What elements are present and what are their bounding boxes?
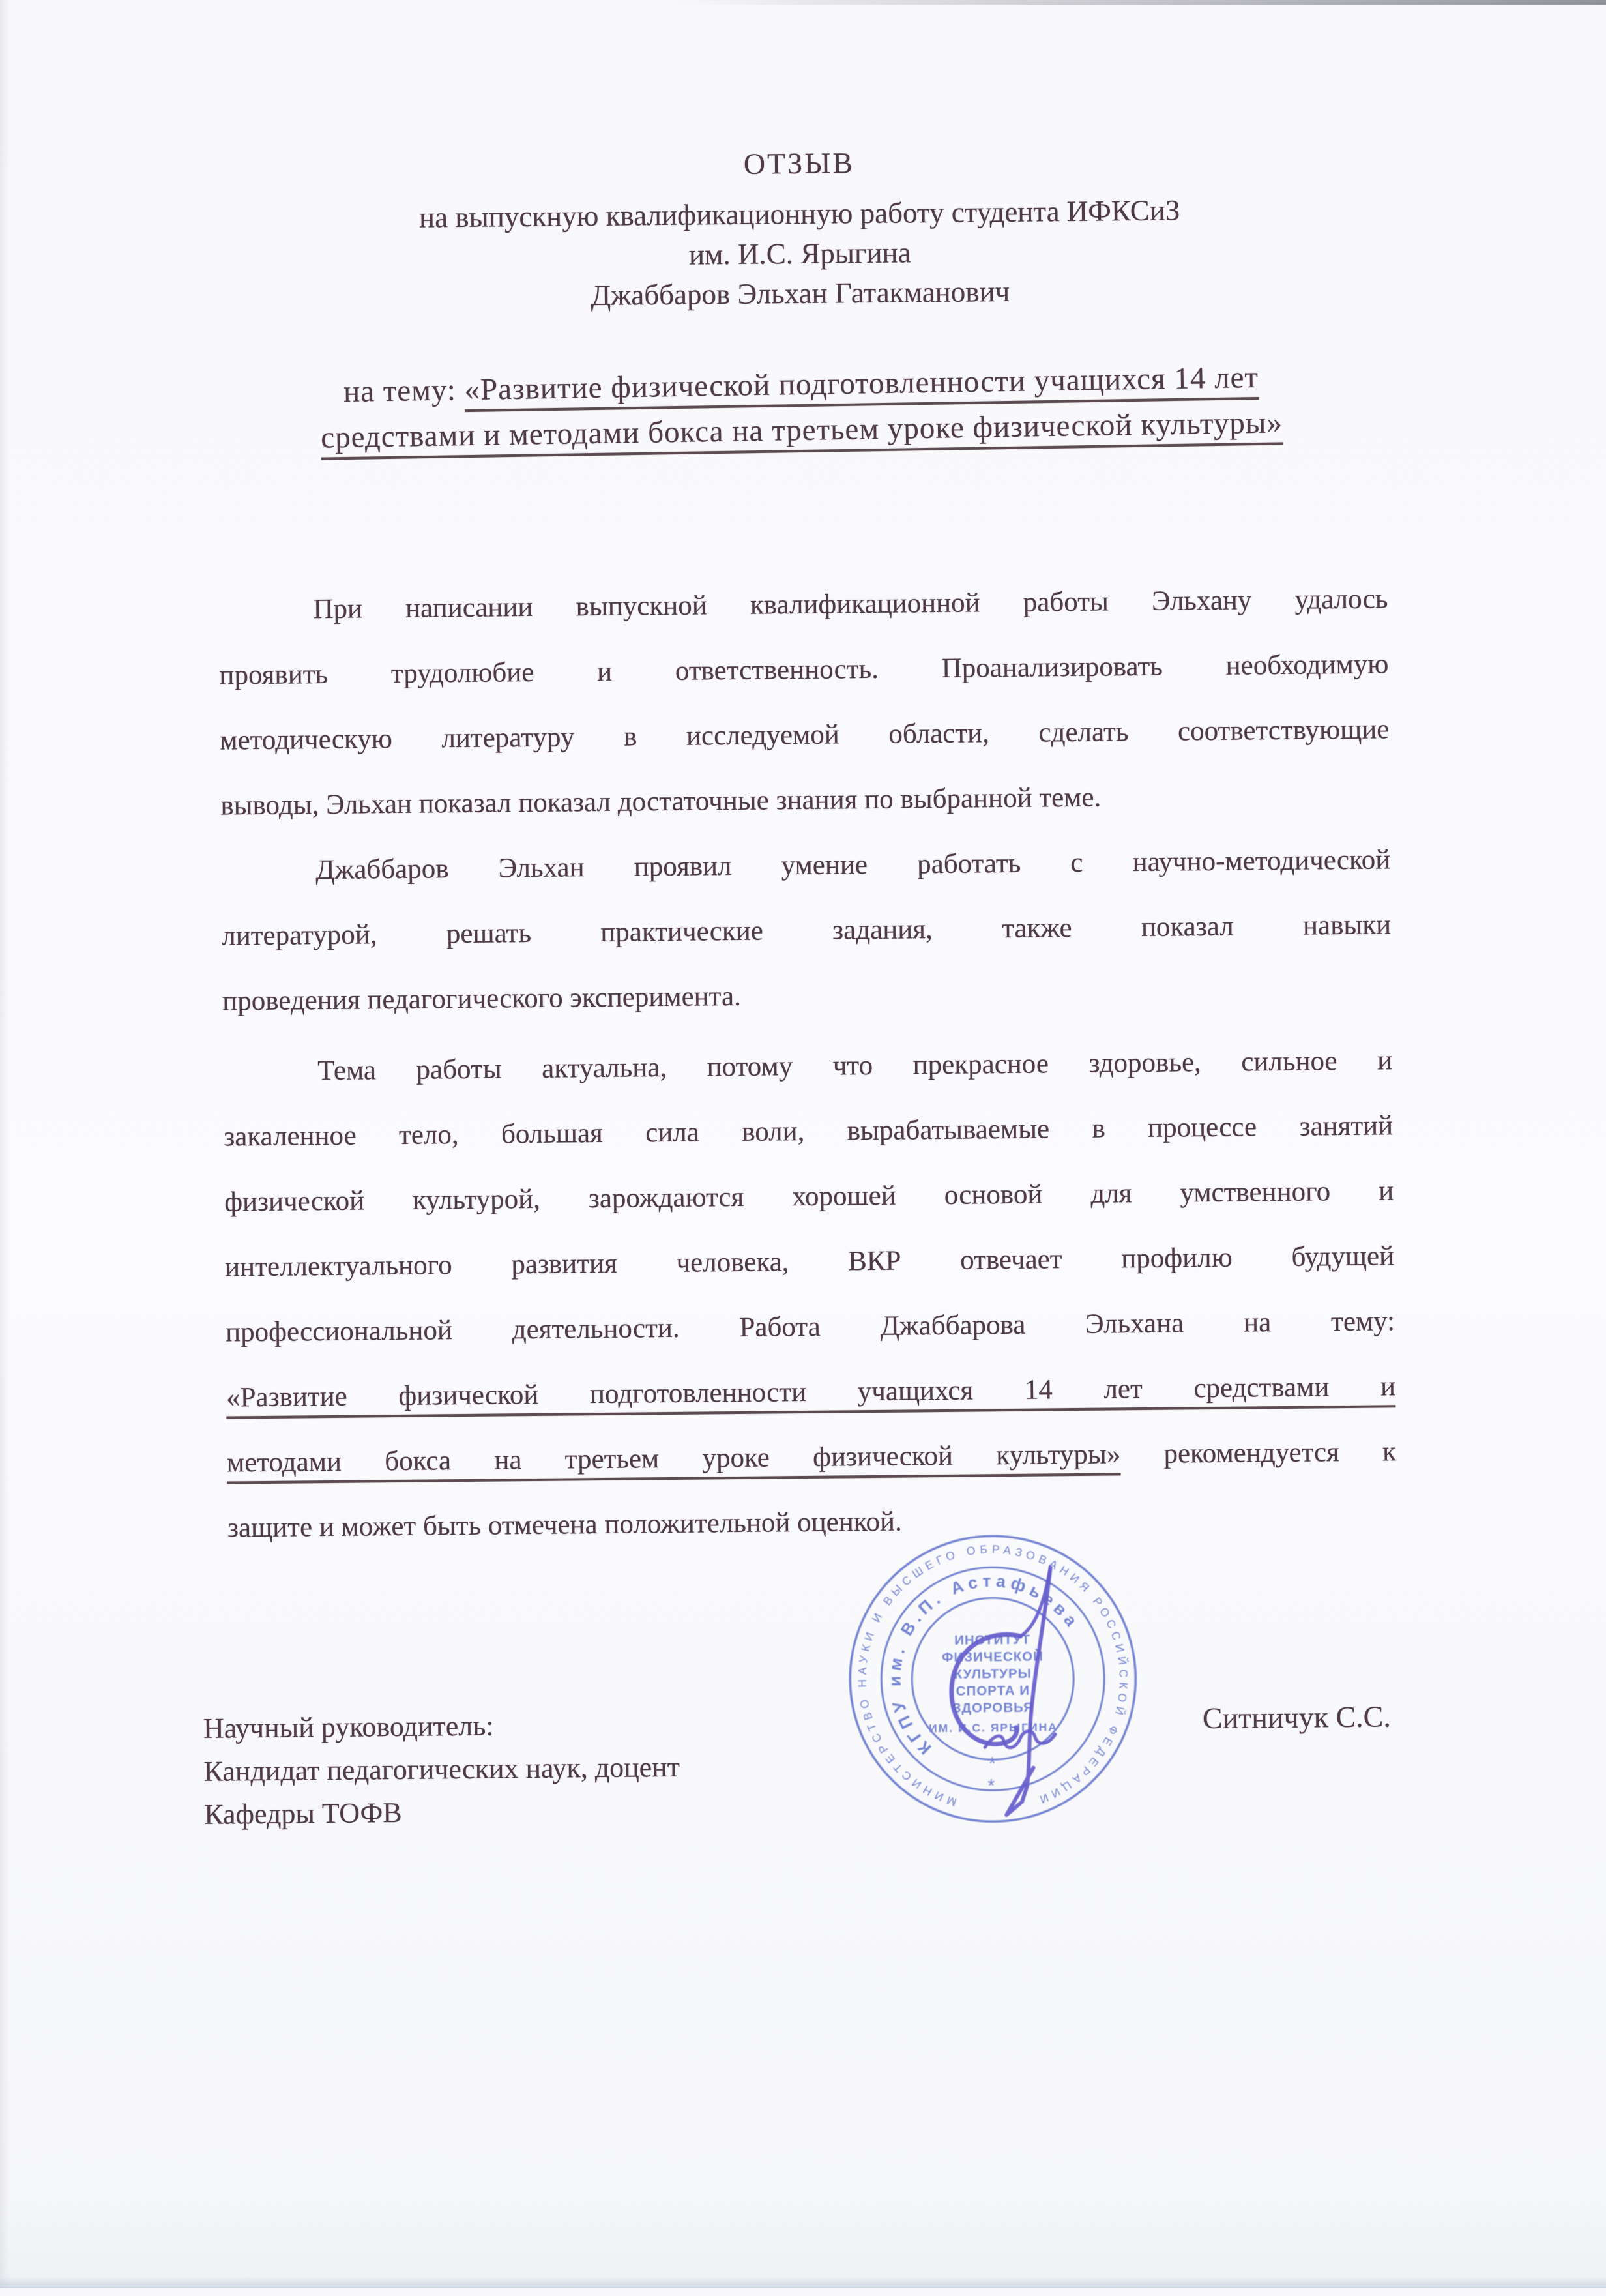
topic-repeat-underlined-2: методами бокса на третьем уроке физической культуры»	[226, 1439, 1121, 1479]
header-line-institute: им. И.С. Ярыгина	[688, 236, 911, 271]
paragraph-line: закаленное тело, большая сила воли, вырабатываемые в процессе занятий	[223, 1110, 1394, 1153]
university-round-stamp	[845, 1531, 1141, 1827]
body-paragraph-1	[218, 567, 1390, 838]
line-rest: рекомендуется к	[1163, 1436, 1397, 1469]
body-paragraph-3	[223, 1028, 1397, 1561]
stamp-outer-ring-text: МИНИСТЕРСТВО НАУКИ И ВЫСШЕГО ОБРАЗОВАНИЯ РОССИЙСКОЙ ФЕДЕРАЦИИ	[855, 1542, 1131, 1809]
paragraph-line: защите и может быть отмечена положительной оценкой.	[227, 1506, 902, 1544]
paragraph-line: проявить трудолюбие и ответственность. Проанализировать необходимую	[219, 649, 1389, 691]
stamp-center-line-3: КУЛЬТУРЫ	[954, 1666, 1032, 1682]
paragraph-line-underlined	[226, 1354, 1396, 1430]
paragraph-line: выводы, Эльхан показал показал достаточные знания по выбранной теме.	[220, 782, 1102, 821]
stamp-star-2: *	[987, 1775, 995, 1796]
topic-repeat-underlined-1: «Развитие физической подготовленности учащихся 14 лет средствами и	[226, 1371, 1396, 1413]
reviewer-name: Ситничук С.С.	[1202, 1700, 1392, 1735]
stamp-center-line-2: ФИЗИЧЕСКОЙ	[941, 1649, 1044, 1666]
scan-edge-artifact-bottom	[0, 2276, 1606, 2288]
paragraph-line: литературой, решать практические задания, также показал навыки	[222, 909, 1392, 952]
stamp-center-line-1: ИНСТИТУТ	[954, 1632, 1031, 1648]
topic-prefix: на тему:	[343, 373, 465, 409]
signature-role-line: Научный руководитель:	[203, 1709, 494, 1744]
signature-department-line: Кафедры ТОФВ	[203, 1796, 402, 1831]
body-paragraph-2	[221, 827, 1392, 1034]
header-line-subject: на выпускную квалификационную работу студента ИФКСиЗ	[418, 194, 1180, 234]
stamp-star-1: *	[988, 1753, 997, 1774]
paragraph-line-underlined	[227, 1419, 1397, 1495]
paragraph-line: проведения педагогического эксперимента.	[222, 980, 742, 1017]
paragraph-line: интеллектуального развития человека, ВКР отвечает профилю будущей	[224, 1241, 1395, 1283]
stamp-center-line-4: СПОРТА И	[956, 1683, 1030, 1699]
signature-degree-line: Кандидат педагогических наук, доцент	[203, 1750, 680, 1788]
paragraph-line: методическую литературу в исследуемой области, сделать соответствующие	[220, 714, 1390, 756]
thesis-topic-block	[151, 351, 1452, 463]
stamp-center-line-5: ЗДОРОВЬЯ	[952, 1700, 1034, 1716]
paragraph-line: Тема работы актуальна, потому что прекрасное здоровье, сильное и	[317, 1045, 1393, 1087]
document-header	[149, 188, 1450, 319]
document-title: ОТЗЫВ	[743, 146, 855, 181]
paragraph-line: При написании выпускной квалификационной работы Эльхану удалось	[313, 583, 1388, 625]
paragraph-line: физической культурой, зарождаются хорошей основой для умственного и	[224, 1175, 1394, 1218]
paragraph-line: Джаббаров Эльхан проявил умение работать с научно-методической	[315, 844, 1391, 886]
paragraph-line: профессиональной деятельности. Работа Джаббарова Эльхана на тему:	[225, 1306, 1395, 1348]
topic-underlined-part-1: «Развитие физической подготовленности учащихся 14 лет	[464, 360, 1259, 407]
topic-underlined-part-2: средствами и методами бокса на третьем уроке физической культуры»	[320, 405, 1283, 455]
stamp-middle-ring-text: КГПУ им. В.П. Астафьева	[884, 1570, 1085, 1759]
signature-block	[203, 1703, 680, 1836]
header-line-student-name: Джаббаров Эльхан Гатакманович	[591, 274, 1010, 312]
stamp-center-line-6: ИМ. И.С. ЯРЫГИНА	[928, 1720, 1058, 1735]
